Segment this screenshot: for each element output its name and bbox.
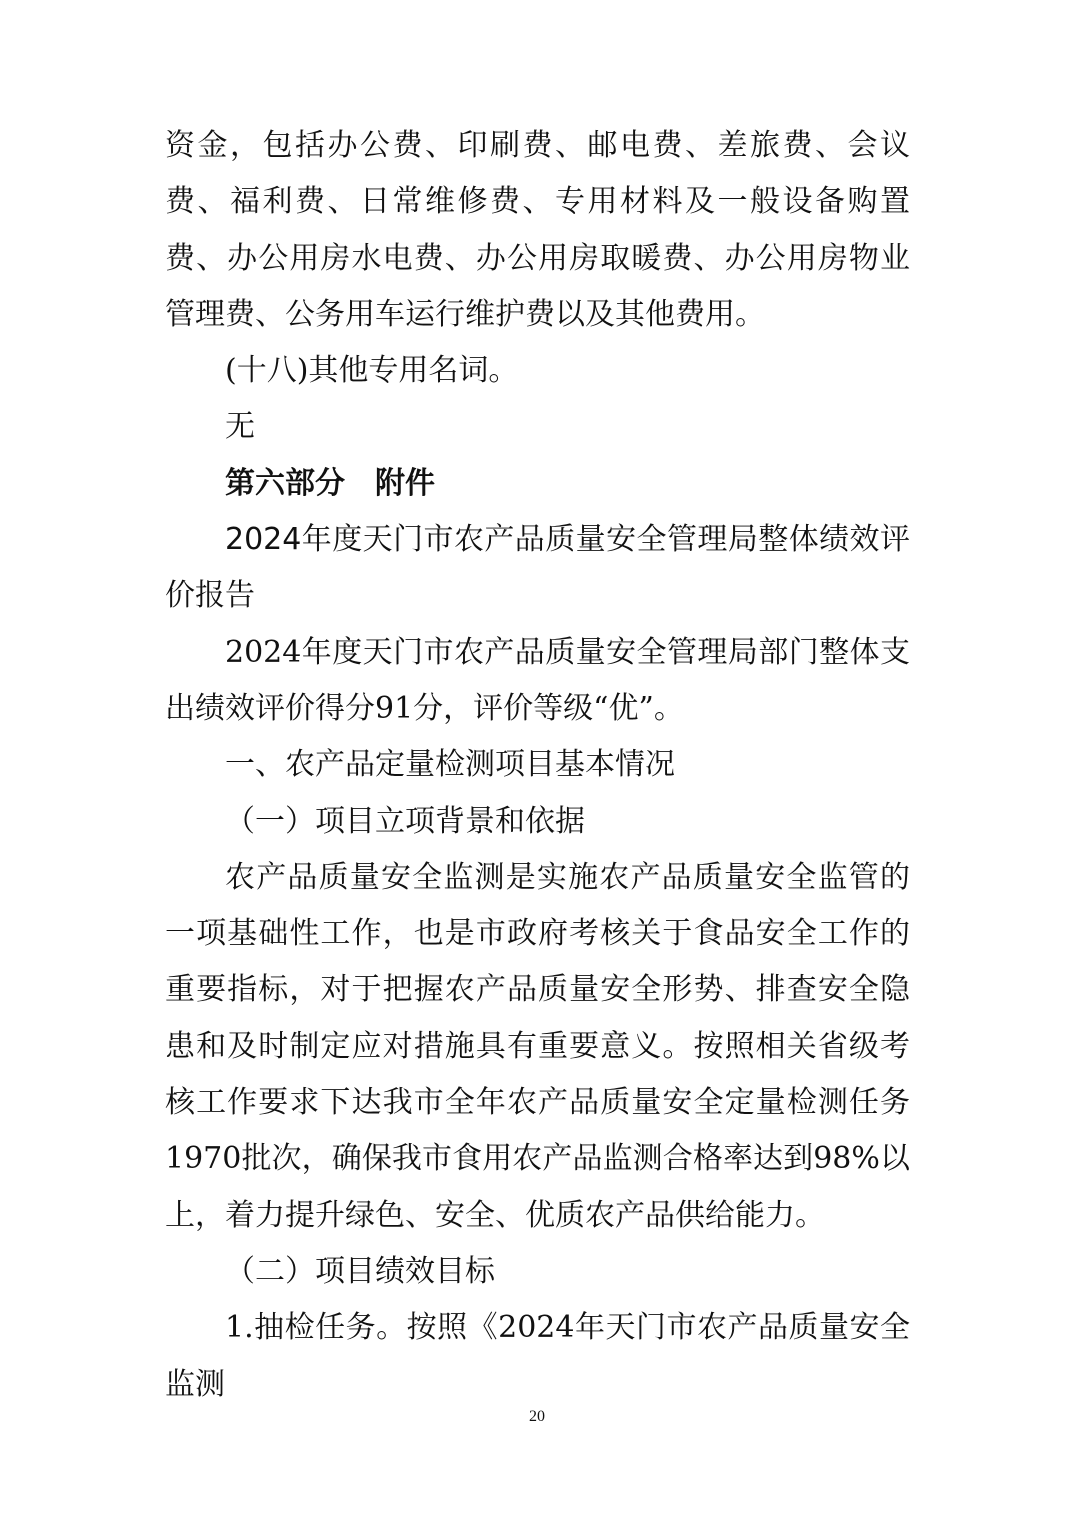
page-number: 20 <box>529 1408 545 1425</box>
report-title: 2024年度天门市农产品质量安全管理局整体绩效评价报告 <box>165 522 910 614</box>
subsection-one-heading: （一）项目立项背景和依据 <box>225 803 585 839</box>
task-paragraph: 1.抽检任务。按照《2024年天门市农产品质量安全监测 <box>165 1310 910 1402</box>
subsection-two-heading: （二）项目绩效目标 <box>225 1253 495 1289</box>
section-eighteen-heading: (十八)其他专用名词。 <box>225 353 519 389</box>
paragraph-continuation: 资金，包括办公费、印刷费、邮电费、差旅费、会议费、福利费、日常维修费、专用材料及一般设备购置费、办公用房水电费、办公用房取暖费、办公用房物业管理费、公务用车运行维护费以及其他费用。 <box>165 128 910 332</box>
none-text: 无 <box>225 409 255 445</box>
section-one-heading: 一、农产品定量检测项目基本情况 <box>225 747 675 783</box>
part-six-heading: 第六部分 附件 <box>225 465 435 501</box>
score-paragraph: 2024年度天门市农产品质量安全管理局部门整体支出绩效评价得分91分，评价等级“优”。 <box>165 634 910 726</box>
body-text <box>165 118 910 1413</box>
background-paragraph: 农产品质量安全监测是实施农产品质量安全监管的一项基础性工作，也是市政府考核关于食品安全工作的重要指标，对于把握农产品质量安全形势、排查安全隐患和及时制定应对措施具有重要意义。按照相关省级考核工作要求下达我市全年农产品质量安全定量检测任务1970批次，确保我市食用农产品监测合格率达到98%以上，着力提升绿色、安全、优质农产品供给能力。 <box>165 859 910 1233</box>
